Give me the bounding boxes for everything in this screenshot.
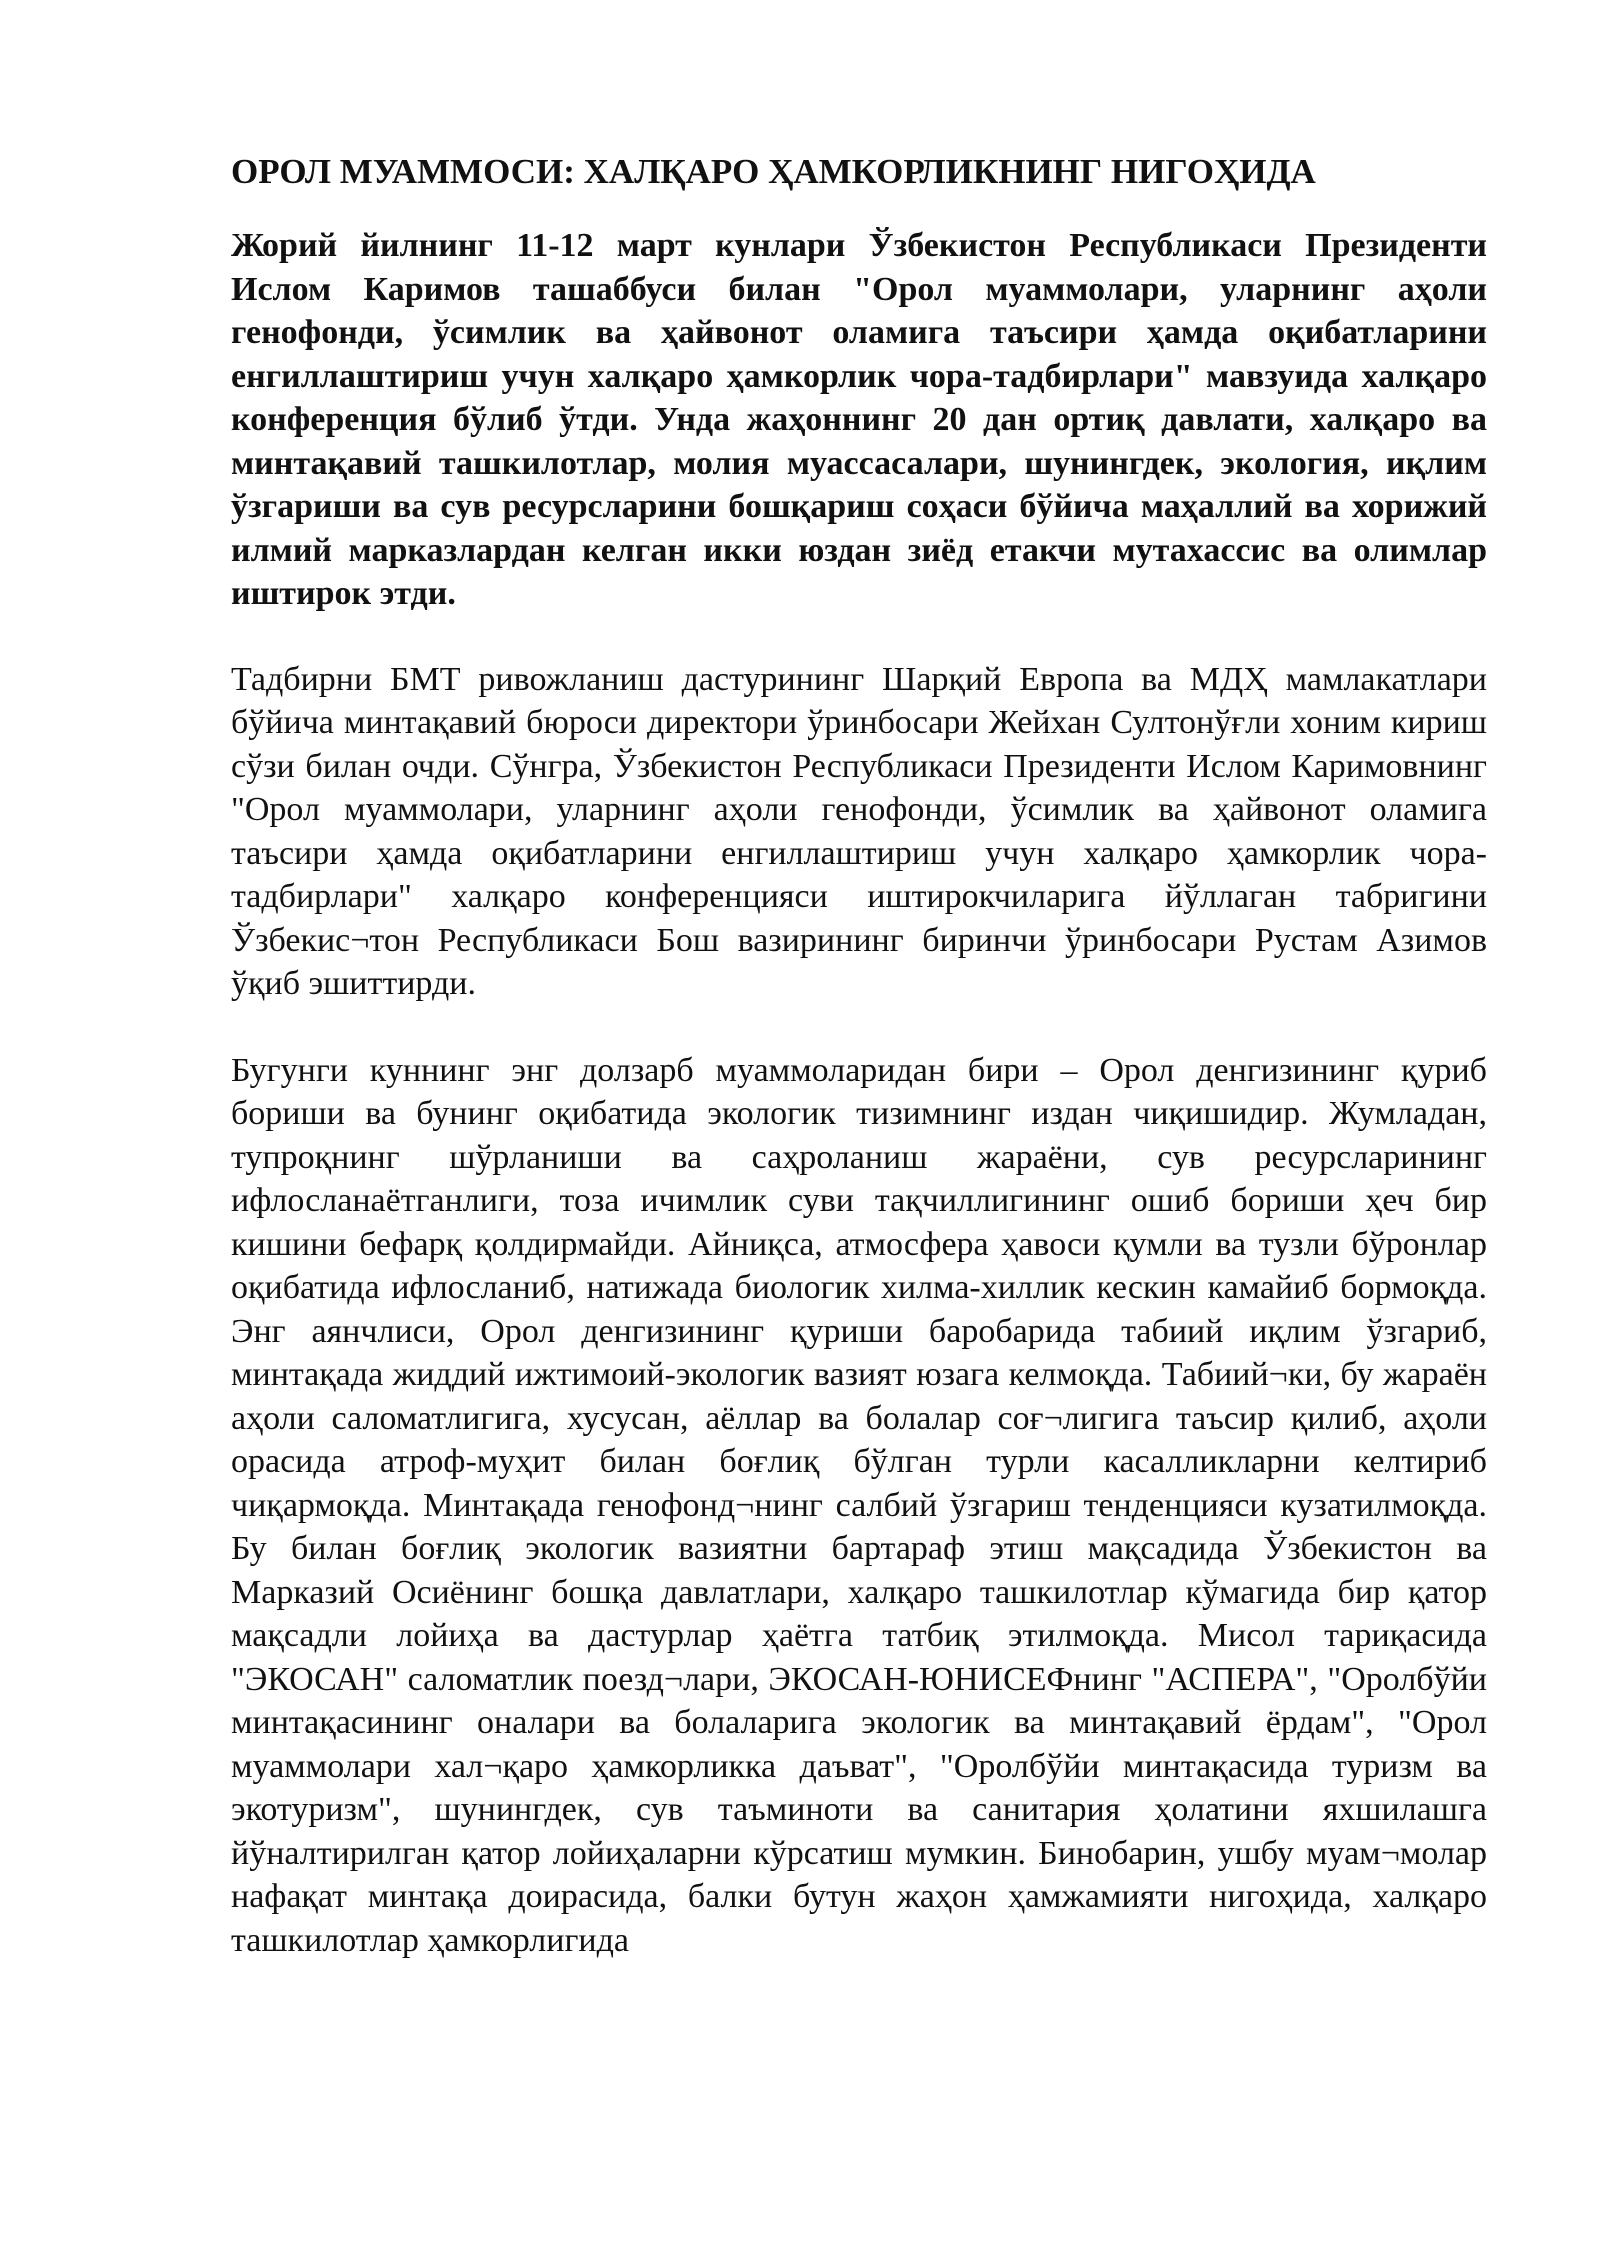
body-paragraph-opening: Тадбирни БМТ ривожланиш дастурининг Шарқий Европа ва МДҲ мамлакатлари бўйича минтақавий бюроси директори ўринбосари Жейхан Султонўғли хоним кириш сўзи билан очди. Сўнгра, Ўзбекистон Республикаси Президенти Ислом Каримовнинг "Орол муаммолари, уларнинг аҳоли генофонди, ўсимлик ва ҳайвонот оламига таъсири ҳамда оқибатларини енгиллаштириш учун халқаро ҳамкорлик чора-тадбирлари" халқаро конференцияси иштирокчиларига йўллаган табригини Ўзбекис¬тон Республикаси Бош вазирининг биринчи ўринбосари Рустам Азимов ўқиб эшиттирди.	[231, 660, 1487, 1002]
body-paragraph-aral-problem: Бугунги куннинг энг долзарб муаммоларидан бири – Орол денгизининг қуриб бориши ва бунинг оқибатида экологик тизимнинг издан чиқишидир. Жумладан, тупроқнинг шўрланиши ва саҳроланиш жараёни, сув ресурсларининг ифлосланаётганлиги, тоза ичимлик суви тақчиллигининг ошиб бориши ҳеч бир кишини бефарқ қолдирмайди. Айниқса, атмосфера ҳавоси қумли ва тузли бўронлар оқибатида ифлосланиб, натижада биологик хилма-хиллик кескин камайиб бормоқда. Энг аянчлиси, Орол денгизининг қуриши баробарида табиий иқлим ўзгариб, минтақада жиддий ижтимоий-экологик вазият юзага келмоқда. Табиий¬ки, бу жараён аҳоли саломатлигига, хусусан, аёллар ва болалар соғ¬лигига таъсир қилиб, аҳоли орасида атроф-муҳит билан боғлиқ бўлган турли касалликларни келтириб чиқармоқда. Минтақада генофонд¬нинг салбий ўзгариш тенденцияси кузатилмоқда. Бу билан боғлиқ экологик вазиятни бартараф этиш мақсадида Ўзбекистон ва Марказий Осиёнинг бошқа давлатлари, халқаро ташкилотлар кўмагида бир қатор мақсадли лойиҳа ва дастурлар ҳаётга татбиқ этилмоқда. Мисол тариқасида "ЭКОСАН" саломатлик поезд¬лари, ЭКОСАН-ЮНИСЕФнинг "АСПЕРА", "Оролбўйи минтақасининг оналари ва болаларига экологик ва минтақавий ёрдам", "Орол муаммолари хал¬қаро ҳамкорликка даъват", "Оролбўйи минтақасида туризм ва экотуризм", шунингдек, сув таъминоти ва санитария ҳолатини яхшилашга йўналтирилган қатор лойиҳаларни кўрсатиш мумкин. Бинобарин, ушбу муам¬молар нафақат минтақа доирасида, балки бутун жаҳон ҳамжамияти нигоҳида, халқаро ташкилотлар ҳамкорлигида	[231, 1051, 1487, 1959]
document-body	[231, 150, 1487, 2005]
article-title: ОРОЛ МУАММОСИ: ХАЛҚАРО ҲАМКОРЛИКНИНГ НИГОҲИДА	[231, 152, 1316, 191]
lead-paragraph: Жорий йилнинг 11-12 март кунлари Ўзбекистон Республикаси Президенти Ислом Каримов ташаббуси билан "Орол муаммолари, уларнинг аҳоли генофонди, ўсимлик ва ҳайвонот оламига таъсири ҳамда оқибатларини енгиллаштириш учун халқаро ҳамкорлик чора-тадбирлари" мавзуида халқаро конференция бўлиб ўтди. Унда жаҳоннинг 20 дан ортиқ давлати, халқаро ва минтақавий ташкилотлар, молия муассасалари, шунингдек, экология, иқлим ўзгариши ва сув ресурсларини бошқариш соҳаси бўйича маҳаллий ва хорижий илмий марказлардан келган икки юздан зиёд етакчи мутахассис ва олимлар иштирок этди.	[231, 227, 1487, 612]
